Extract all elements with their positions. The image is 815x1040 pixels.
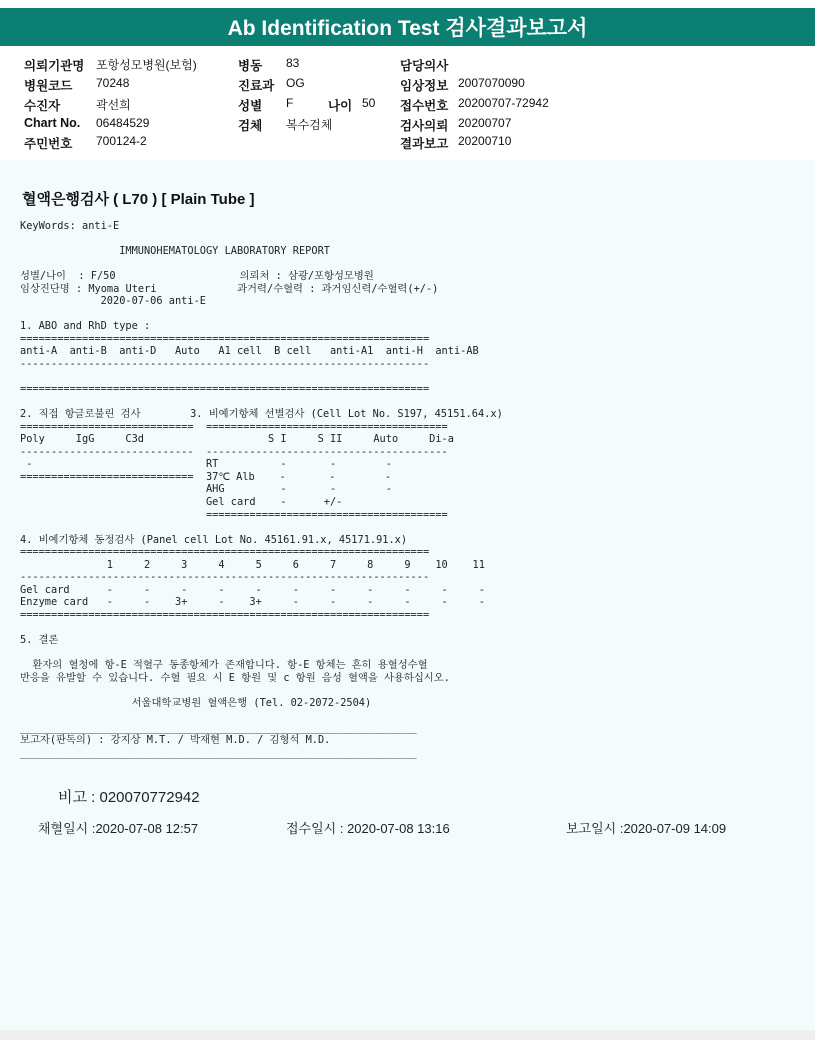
receipt-time: 접수일시 : 2020-07-08 13:16 xyxy=(286,821,450,836)
value-chart-no: 06484529 xyxy=(96,116,150,130)
value-clinical-info: 2007070090 xyxy=(458,76,525,90)
report-section-title: 혈액은행검사 ( L70 ) [ Plain Tube ] xyxy=(22,191,255,208)
label-patient: 수진자 xyxy=(24,99,61,113)
label-clinical-info: 임상정보 xyxy=(400,79,449,93)
value-specimen: 복수검체 xyxy=(286,118,333,132)
value-department: OG xyxy=(286,76,305,90)
label-ward: 병동 xyxy=(238,59,263,73)
immunohematology-report-text: KeyWords: anti-E IMMUNOHEMATOLOGY LABORATORY REPORT 성별/나이 : F/50 의뢰처 : 삼광/포항성모병원 임상진단명 : Myoma Uteri 과거력/수혈력 : 과거임신력/수혈력(+/-) 2020-07-06 anti-E 1. ABO and RhD type : ================================================================== anti-A anti-B anti-D Auto A1 cell B cell anti-A1 anti-H anti-AB ------------------------------------------------------------------ ================================================================== 2. 직접 항글로불린 검사 3. 비예기항체 선별검사 (Cell Lot No. S197, 45151.64.x) ============================ ======================================= Poly IgG C3d S I S II Auto Di-a ---------------------------- --------------------------------------- - RT - - - ============================ 37℃ Alb - - - AHG - - - Gel card - +/- ======================================= 4. 비예기항체 동정검사 (Panel cell Lot No. 45161.91.x, 45171.91.x) ================================================================== 1 2 3 4 5 6 7 8 9 10 11 ------------------------------------------------------------------ Gel card - - - - - - - - - - - Enzyme card - - 3+ - 3+ - - - - - - ================================================================== 5. 결론 환자의 혈청에 항-E 적혈구 동종항체가 존재합니다. 항-E 항체는 흔히 용혈성수혈 반응을 유발할 수 있습니다. 수혈 필요 시 E 항원 및 c 항원 음성 혈액을 사용하십시오. 서울대학교병원 혈액은행 (Tel. 02-2072-2504) ________________________________________________________________ 보고자(판독의) : 강지상 M.T. / 박재현 M.D. / 김형석 M.D. ________________________________________________________________ xyxy=(20,220,503,759)
report-title: Ab Identification Test 검사결과보고서 xyxy=(227,17,588,40)
header-info-table xyxy=(0,50,815,155)
label-sex: 성별 xyxy=(238,99,263,113)
value-result-report: 20200710 xyxy=(458,134,512,148)
value-ward: 83 xyxy=(286,56,300,70)
label-attending-doctor: 담당의사 xyxy=(400,59,449,73)
blood-bank-report xyxy=(0,160,815,1030)
label-resident-number: 주민번호 xyxy=(24,137,73,151)
value-test-request: 20200707 xyxy=(458,116,512,130)
label-result-report: 결과보고 xyxy=(400,137,449,151)
label-specimen: 검체 xyxy=(238,119,263,133)
label-chart-no: Chart No. xyxy=(24,116,81,130)
value-patient: 곽선희 xyxy=(96,98,131,112)
report-title-banner xyxy=(0,8,815,46)
label-test-request: 검사의뢰 xyxy=(400,119,449,133)
collection-time: 채혈일시 :2020-07-08 12:57 xyxy=(38,821,199,836)
remarks: 비고 : 020070772942 xyxy=(58,789,200,806)
value-hospital-code: 70248 xyxy=(96,76,130,90)
label-age: 나이 xyxy=(328,99,353,113)
value-resident-number: 700124-2 xyxy=(96,134,147,148)
value-sex: F xyxy=(286,96,294,110)
value-age: 50 xyxy=(362,96,376,110)
value-requesting-org: 포항성모병원(보험) xyxy=(96,58,197,72)
label-requesting-org: 의뢰기관명 xyxy=(24,59,85,73)
value-receipt-number: 20200707-72942 xyxy=(458,96,549,110)
label-hospital-code: 병원코드 xyxy=(24,79,73,93)
label-receipt-number: 접수번호 xyxy=(400,99,449,113)
label-department: 진료과 xyxy=(238,79,275,93)
report-time: 보고일시 :2020-07-09 14:09 xyxy=(566,821,727,836)
